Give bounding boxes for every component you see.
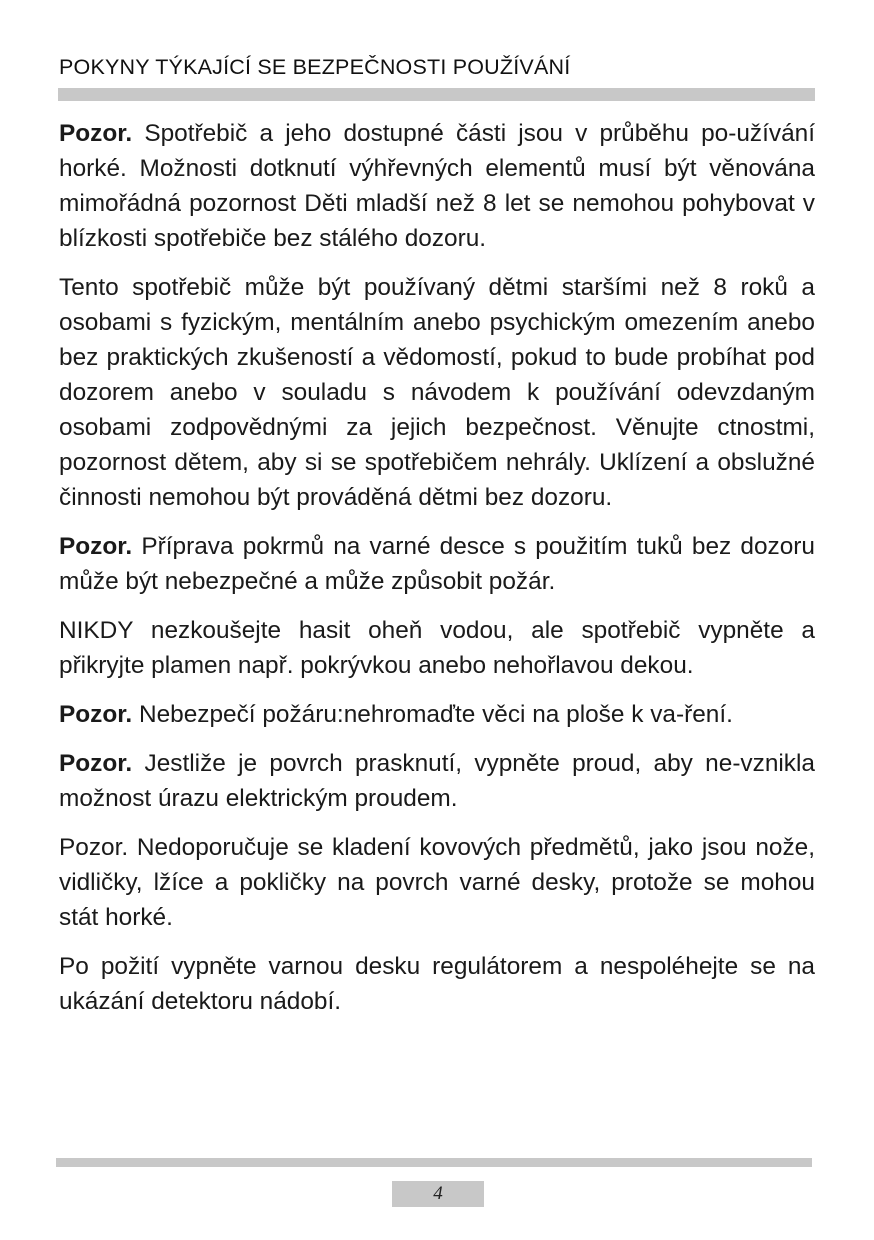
paragraph-text: Příprava pokrmů na varné desce s použitím tuků bez dozoru může být nebezpečné a může způsobit požár. <box>59 533 815 595</box>
warning-label: Pozor. <box>59 533 133 560</box>
paragraph <box>59 697 815 732</box>
paragraph <box>59 949 815 1019</box>
paragraph-text: Jestliže je povrch prasknutí, vypněte proud, aby ne-vznikla možnost úrazu elektrickým proudem. <box>59 750 815 812</box>
warning-label: Pozor. <box>59 120 133 147</box>
paragraph-text: Nebezpečí požáru:nehromaďte věci na ploše k va-ření. <box>132 701 733 728</box>
safety-instructions <box>59 116 815 1033</box>
footer-rule <box>56 1158 812 1167</box>
paragraph <box>59 270 815 515</box>
paragraph <box>59 830 815 935</box>
paragraph <box>59 746 815 816</box>
paragraph <box>59 613 815 683</box>
paragraph-text: Spotřebič a jeho dostupné části jsou v průběhu po-užívání horké. Možnosti dotknutí výhřevných elementů musí být věnována mimořádná pozornost Děti mladší než 8 let se nemohou pohybovat v blízkosti spotřebiče bez stálého dozoru. <box>59 120 815 252</box>
header-rule <box>58 88 815 101</box>
paragraph-text: Po požití vypněte varnou desku regulátorem a nespoléhejte se na ukázání detektoru nádobí. <box>59 953 815 1015</box>
paragraph-text: Tento spotřebič může být používaný dětmi staršími než 8 roků a osobami s fyzickým, mentálním anebo psychickým omezením anebo bez praktických zkušeností a vědomostí, pokud to bude probíhat pod dozorem anebo v souladu s návodem k používání odevzdaným osobami zodpovědnými za jejich bezpečnost. Věnujte ctnostmi, pozornost dětem, aby si se spotřebičem nehrály. Uklízení a obslužné činnosti nemohou být prováděná dětmi bez dozoru. <box>59 274 815 511</box>
paragraph <box>59 116 815 256</box>
page-number: 4 <box>392 1181 484 1207</box>
paragraph-text: NIKDY nezkoušejte hasit oheň vodou, ale spotřebič vypněte a přikryjte plamen např. pokrývkou anebo nehořlavou dekou. <box>59 617 815 679</box>
paragraph-text: Pozor. Nedoporučuje se kladení kovových předmětů, jako jsou nože, vidličky, lžíce a pokličky na povrch varné desky, protože se mohou stát horké. <box>59 834 815 931</box>
warning-label: Pozor. <box>59 701 133 728</box>
warning-label: Pozor. <box>59 750 133 777</box>
paragraph <box>59 529 815 599</box>
page-header-title: POKYNY TÝKAJÍCÍ SE BEZPEČNOSTI POUŽÍVÁNÍ <box>59 55 571 79</box>
